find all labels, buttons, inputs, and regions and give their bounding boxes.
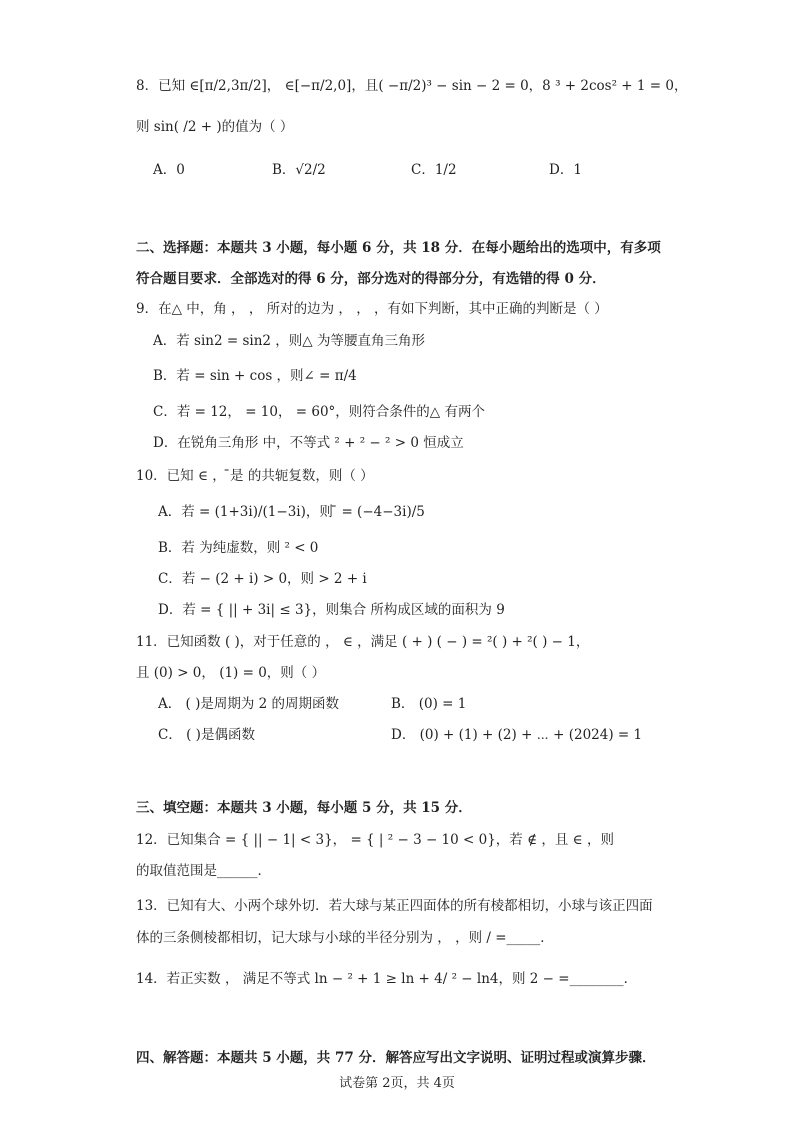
section3-heading: 三、填空题：本题共 3 小题，每小题 5 分，共 15 分． <box>136 800 472 816</box>
q11-stem-line1: 11．已知函数 ( )，对于任意的 ， ∈ ，满足 ( + ) ( − ) = ²( ) + ²( ) − 1， <box>136 634 590 650</box>
page-footer: 试卷第 2页，共 4页 <box>339 1076 455 1091</box>
q10-option-a: A．若 = (1+3i)/(1−3i)，则 ̄ = (−4−3i)/5 <box>158 504 425 520</box>
q9-stem: 9．在△ 中，角 ， ， 所对的边为 ， ， ，有如下判断，其中正确的判断是（ ） <box>136 301 608 317</box>
q8-stem-line2: 则 sin( /2 + )的值为（ ） <box>136 119 294 135</box>
q11-option-a: A． ( )是周期为 2 的周期函数 <box>158 696 340 712</box>
q9-option-b: B．若 = sin + cos ，则∠ = π/4 <box>153 368 357 384</box>
q8-option-b: B．√2/2 <box>272 162 326 178</box>
section2-heading-line1: 二、选择题：本题共 3 小题，每小题 6 分，共 18 分．在每小题给出的选项中，有多项 <box>136 240 661 256</box>
q11-option-d: D． (0) + (1) + (2) + ⋯ + (2024) = 1 <box>391 727 643 743</box>
q11-stem-line2: 且 (0) > 0， (1) = 0，则（ ） <box>136 665 326 681</box>
q8-option-d: D．1 <box>549 162 582 178</box>
q14-stem: 14．若正实数 ， 满足不等式 ln − ² + 1 ≥ ln + 4/ ² − ln4，则 2 − =________． <box>136 971 638 987</box>
section2-heading-line2: 符合题目要求．全部选对的得 6 分，部分选对的得部分分，有选错的得 0 分． <box>136 271 606 287</box>
q10-option-d: D．若 = { || + 3i| ≤ 3}，则集合 所构成区域的面积为 9 <box>158 602 505 618</box>
q13-stem-line1: 13．已知有大、小两个球外切．若大球与某正四面体的所有棱都相切，小球与该正四面 <box>136 898 653 914</box>
q10-stem: 10．已知 ∈ ， ̄是 的共轭复数，则（ ） <box>136 468 374 484</box>
q11-option-b: B． (0) = 1 <box>391 696 467 712</box>
q10-option-c: C．若 − (2 + i) > 0，则 > 2 + i <box>158 571 367 587</box>
q9-option-a: A．若 sin2 = sin2 ，则△ 为等腰直角三角形 <box>153 333 425 349</box>
q8-option-a: A．0 <box>153 162 185 178</box>
q9-option-d: D．在锐角三角形 中，不等式 ² + ² − ² > 0 恒成立 <box>153 435 464 451</box>
q12-stem-line1: 12．已知集合 = { || − 1| < 3}， = { | ² − 3 − 10 < 0}，若 ∉ ，且 ∈ ，则 <box>136 832 614 848</box>
section4-heading: 四、解答题：本题共 5 小题，共 77 分．解答应写出文字说明、证明过程或演算步骤． <box>136 1050 656 1066</box>
q10-option-b: B．若 为纯虚数，则 ² < 0 <box>158 540 319 556</box>
q9-option-c: C．若 = 12， = 10， = 60°，则符合条件的△ 有两个 <box>153 404 485 420</box>
q12-stem-line2: 的取值范围是______． <box>136 863 271 879</box>
q8-option-c: C．1/2 <box>411 162 457 178</box>
q11-option-c: C． ( )是偶函数 <box>158 727 255 743</box>
q13-stem-line2: 体的三条侧棱都相切，记大球与小球的半径分别为 ， ，则 / =_____． <box>136 930 554 946</box>
q8-stem-line1: 8．已知 ∈[π/2,3π/2]， ∈[−π/2,0]，且( −π/2)³ − sin − 2 = 0，8 ³ + 2cos² + 1 = 0， <box>136 78 688 94</box>
